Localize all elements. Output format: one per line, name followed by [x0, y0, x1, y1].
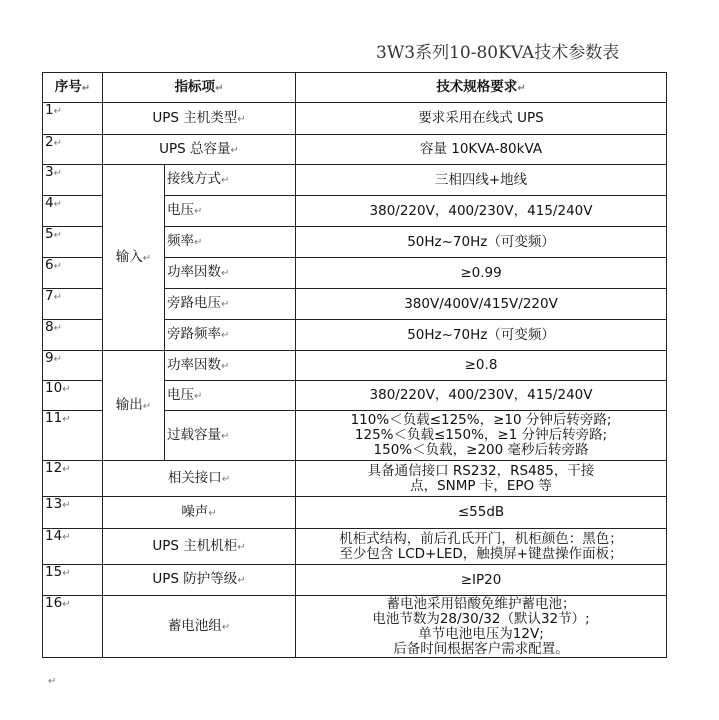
- item-cell: 蓄电池组↵: [103, 596, 296, 658]
- table-row: [43, 529, 667, 565]
- row-number: 6↵: [43, 258, 103, 289]
- row-number: 15↵: [43, 565, 103, 596]
- spec-line: 具备通信接口 RS232，RS485，干接: [367, 462, 595, 479]
- item-cell: 接线方式↵: [165, 165, 296, 196]
- spec-line: 至少包含 LCD+LED，触摸屏+键盘操作面板；: [339, 545, 623, 562]
- spec-line: 50Hz~70Hz（可变频）: [407, 326, 555, 343]
- row-number: 1↵: [43, 103, 103, 135]
- group-label-output: 输出↵: [103, 351, 165, 461]
- row-number: 2↵: [43, 135, 103, 165]
- item-cell: UPS 总容量↵: [103, 135, 296, 165]
- item-cell: 相关接口↵: [103, 461, 296, 497]
- spec-cell: [296, 381, 667, 411]
- row-number: 14↵: [43, 529, 103, 565]
- spec-line: 单节电池电压为12V;: [418, 625, 544, 642]
- row-number: 4↵: [43, 196, 103, 227]
- item-cell: 旁路电压↵: [165, 289, 296, 320]
- spec-cell: [296, 565, 667, 596]
- row-number: 9↵: [43, 351, 103, 381]
- end-paragraph-mark: ↵: [48, 676, 57, 687]
- table-row: [43, 565, 667, 596]
- group-label-input: 输入↵: [103, 165, 165, 351]
- item-cell: UPS 主机类型↵: [103, 103, 296, 135]
- spec-cell: [296, 289, 667, 320]
- spec-line: 蓄电池采用铅酸免维护蓄电池；: [386, 595, 576, 612]
- item-cell: 电压↵: [165, 381, 296, 411]
- spec-line: 点，SNMP 卡，EPO 等: [410, 477, 552, 494]
- row-number: 8↵: [43, 320, 103, 351]
- item-cell: 旁路频率↵: [165, 320, 296, 351]
- table-row: [43, 165, 667, 196]
- spec-line: 电池节数为28/30/32（默认32节）;: [372, 610, 590, 627]
- item-cell: 频率↵: [165, 227, 296, 258]
- table-row: [43, 461, 667, 497]
- row-number: 3↵: [43, 165, 103, 196]
- spec-cell: [296, 165, 667, 196]
- spec-cell: [296, 351, 667, 381]
- row-number: 10↵: [43, 381, 103, 411]
- item-cell: 过载容量↵: [165, 411, 296, 461]
- spec-line: 150%＜负载，≥200 毫秒后转旁路: [373, 442, 589, 458]
- row-number: 12↵: [43, 461, 103, 497]
- row-number: 7↵: [43, 289, 103, 320]
- spec-line: 50Hz~70Hz（可变频）: [407, 233, 555, 250]
- row-number: 5↵: [43, 227, 103, 258]
- header-item: 指标项↵: [103, 73, 296, 103]
- spec-line: 380V/400V/415V/220V: [404, 295, 558, 312]
- spec-line: ≤55dB: [457, 504, 505, 520]
- item-cell: 电压↵: [165, 196, 296, 227]
- item-cell: 功率因数↵: [165, 351, 296, 381]
- document-title: 3W3系列10-80KVA技术参数表: [376, 43, 620, 63]
- spec-cell: [296, 258, 667, 289]
- row-number: 16↵: [43, 596, 103, 658]
- item-cell: UPS 防护等级↵: [103, 565, 296, 596]
- spec-line: 380/220V，400/230V，415/240V: [369, 202, 593, 219]
- spec-cell: [296, 529, 667, 565]
- spec-cell: [296, 596, 667, 658]
- spec-line: 125%＜负载≤150%，≥1 分钟后转旁路;: [354, 427, 608, 443]
- spec-line: ≥0.99: [460, 264, 502, 281]
- table-row: [43, 497, 667, 529]
- spec-line: 三相四线+地线: [434, 171, 528, 188]
- spec-cell: [296, 461, 667, 497]
- table-row: [43, 351, 667, 381]
- spec-cell: [296, 196, 667, 227]
- spec-line: 110%＜负载≤125%，≥10 分钟后转旁路;: [350, 412, 612, 428]
- header-spec: 技术规格要求↵: [296, 73, 667, 103]
- spec-line: 后备时间根据客户需求配置。: [393, 640, 569, 657]
- spec-table: [42, 72, 667, 658]
- header-no: 序号↵: [43, 73, 103, 103]
- spec-cell: [296, 135, 667, 165]
- item-cell: 噪声↵: [103, 497, 296, 529]
- spec-line: 要求采用在线式 UPS: [418, 110, 544, 126]
- row-number: 13↵: [43, 497, 103, 529]
- spec-cell: [296, 497, 667, 529]
- spec-cell: [296, 320, 667, 351]
- spec-cell: [296, 411, 667, 461]
- table-row: [43, 135, 667, 165]
- spec-cell: [296, 227, 667, 258]
- table-row: [43, 596, 667, 658]
- spec-line: 380/220V，400/230V，415/240V: [369, 387, 593, 403]
- table-row: [43, 103, 667, 135]
- spec-line: 容量 10KVA-80kVA: [419, 141, 543, 157]
- header-row: [43, 73, 667, 103]
- item-cell: UPS 主机机柜↵: [103, 529, 296, 565]
- spec-line: 机柜式结构，前后孔氏开门，机柜颜色：黑色；: [339, 530, 623, 547]
- spec-line: ≥IP20: [460, 571, 502, 588]
- spec-cell: [296, 103, 667, 135]
- row-number: 11↵: [43, 411, 103, 461]
- spec-line: ≥0.8: [464, 357, 498, 373]
- item-cell: 功率因数↵: [165, 258, 296, 289]
